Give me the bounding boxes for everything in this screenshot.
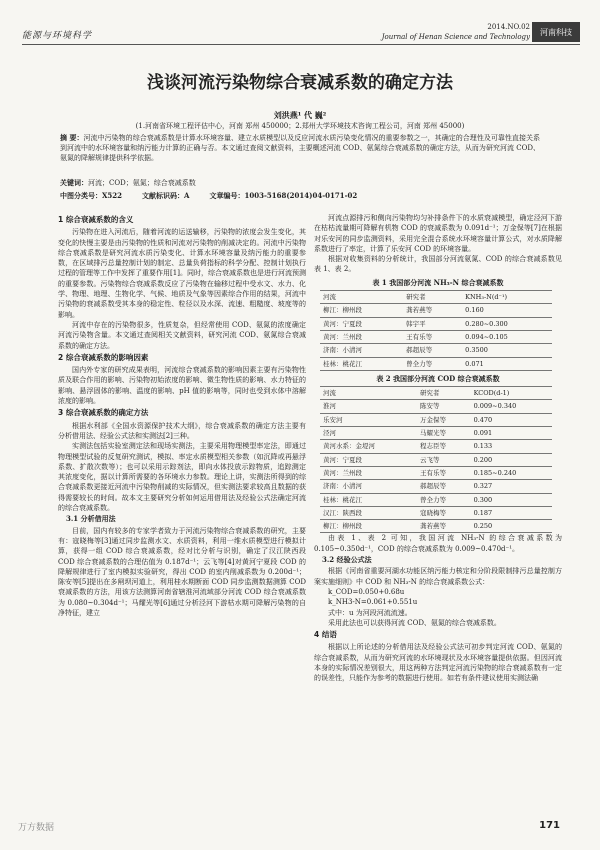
- table-cell: 桂林：桃花江: [320, 493, 417, 506]
- formula-cod: k_COD=0.050+0.68u: [328, 587, 405, 596]
- abstract-text: 河流中污染物的综合衰减系数是计算水环境容量、建立水质模型以及反应河流水质污染变化情况的重要参数之一，其确定的合理性及可靠性直接关系到河流中的水环境容量和纳污能力计算的正确与否。本文通过查阅文献资料，主要概述河流 COD、氨氮综合衰减系数的确定方法，从而为研究河流 COD、氨氮的降解规律提供科学依据。: [60, 134, 540, 162]
- table-cell: 韩宇平: [403, 317, 462, 330]
- abstract: [60, 133, 540, 163]
- table-cell: 黄河：宁夏段: [320, 453, 417, 466]
- table-header: 河流: [320, 291, 403, 304]
- table-cell: 0.071: [462, 357, 552, 370]
- paragraph: 根据《河南省重要河湖水功能区纳污能力核定和分阶段限制排污总量控制方案实施细则》中 COD 和 NH₃-N 的综合衰减系数公式：: [314, 567, 562, 586]
- table-cell: 黄河水系：金堤河: [320, 440, 417, 453]
- left-column: [58, 213, 306, 618]
- table-cell: 柳江：柳州段: [320, 304, 403, 317]
- authors: 刘洪燕¹ 代 巍²: [273, 110, 327, 120]
- watermark-logo: 万方数据: [18, 823, 55, 833]
- table-cell: 曾全力等: [403, 357, 462, 370]
- section-heading: 1 综合衰减系数的含义: [58, 215, 134, 224]
- keywords-text: 河流；COD；氨氮；综合衰减系数: [88, 179, 196, 187]
- paragraph: 河流中存在的污染物很多，性质复杂，但经常使用 COD、氨氮的浓度确定河流污染物含量。本文通过查阅相关文献资料，研究河流 COD、氨氮综合衰减系数的确定方法。: [58, 320, 306, 350]
- table-cell: 柳江：柳州段: [320, 520, 417, 533]
- keywords-label: 关键词：: [60, 178, 88, 187]
- table-row: [320, 344, 552, 357]
- table-header: KNH₃-N(d⁻¹): [462, 291, 552, 304]
- table-row: [320, 330, 552, 343]
- table-cell: 黄河：宁夏段: [320, 317, 403, 330]
- paragraph: 由表 1、表 2 可知，我国河流 NH₃-N 的综合衰减系数为 0.105~0.350d⁻¹，COD 的综合衰减系数为 0.009~0.470d⁻¹。: [314, 534, 562, 553]
- abstract-label: 摘 要：: [60, 134, 84, 142]
- table2-caption: 表 2 我国部分河流 COD 综合衰减系数: [376, 373, 500, 383]
- issue-number: 2014.NO.02: [487, 23, 530, 31]
- table-cell: 龚若燕等: [417, 520, 471, 533]
- clc-number: 中图分类号：X522: [60, 191, 123, 200]
- table-cell: 0.187: [471, 506, 552, 519]
- table-row: [320, 466, 552, 479]
- table-cell: 0.327: [471, 480, 552, 493]
- table-row: [320, 453, 552, 466]
- keywords: [60, 178, 540, 188]
- paragraph: 国内外专家的研究成果表明，河流综合衰减系数的影响因素主要有污染物性质及联合作用的影响、污染物初始浓度的影响、微生物性质的影响、水力特征的影响、悬浮固体的影响、温度的影响、pH 值的影响等，同时也受到水体中溶解浓度的影响。: [58, 366, 306, 406]
- table-cell: 0.094~0.105: [462, 330, 552, 343]
- table-cell: 王有乐等: [417, 466, 471, 479]
- subsection-heading: 3.2 经验公式法: [322, 555, 372, 565]
- table-cell: 万金保等: [417, 413, 471, 426]
- section-heading: 3 综合衰减系数的确定方法: [58, 408, 149, 418]
- formula-note: 式中：u 为河段河流流速。: [328, 608, 412, 617]
- table-cell: 曾全力等: [417, 493, 471, 506]
- paragraph: 根据水利部《全国水资源保护技术大纲》，综合衰减系数的确定方法主要有分析借用法、经验公式法和实测法[2]三种。: [58, 421, 306, 440]
- table2-cod: [320, 386, 552, 533]
- table-cell: 0.280~0.300: [462, 317, 552, 330]
- document-code: 文献标识码：A: [142, 191, 190, 200]
- table-row: [320, 304, 552, 317]
- table-cell: 乐安河: [320, 413, 417, 426]
- table-row: [320, 493, 552, 506]
- table-cell: 0.160: [462, 304, 552, 317]
- table-cell: 寇晓梅等: [417, 506, 471, 519]
- paragraph: 目前，国内有较多的专家学者致力于河流污染物综合衰减系数的研究，主要有：寇晓梅等[3]通过同步监测水文、水质资料，利用一维水质模型进行模拟计算，获得一组 COD 综合衰减系数，经对比分析与识别，确定了汉江陕西段 COD 综合衰减系数的合理估值为 0.187d⁻¹；云飞等[4]对黄河宁夏段 COD 的降解规律进行了室内模拟实验研究，得出 COD 的室内削减系数为 0.200d⁻¹；陈安等[5]提出在多闸坝河道上，利用桂水期断面 COD 同步监测数据测算 COD 衰减系数的方法，用该方法测算河南省辖淮河流域部分河流 COD 综合衰减系数为 0.080~0.304d⁻¹；马耀光等[6]通过分析泾河下游枯水期可降解污染物的自净特征，建立: [58, 526, 306, 617]
- table-cell: 0.300: [471, 493, 552, 506]
- table-row: [320, 400, 552, 413]
- table-row: [320, 480, 552, 493]
- table-cell: 郝超辰等: [417, 480, 471, 493]
- paragraph: 实测法包括实验室测定法和现场实测法，主要采用物理模型率定法，即通过物理模型试验的反复研究测试，模拟、率定水质模型相关参数（如沉降或再悬浮系数、扩散次数等）；也可以采用示踪剂法，即向水体投放示踪物质，追踪测定其浓度变化，据以计算所需要的各环境水力参数。理论上讲，实测法所得到的综合衰减系数更接近河流中污染物削减的实际情况，但实测法要求较高且数据的获得需要较长的时间。故本文主要研究分析如何运用借用法及经验公式法确定河流的综合衰减系数。: [58, 442, 306, 513]
- paragraph: 根据以上所论述的分析借用法及经验公式法可初步判定河流 COD、氨氮的综合衰减系数，从而为研究河流的水环境现状及水环境容量提供依据。但因河流本身的实际情况差别很大，用这两种方法判定河流污染物的综合衰减系数有一定的误差性，只能作为参考的数据进行使用。如若有条件建议使用实测法确: [314, 643, 562, 683]
- table-cell: 0.470: [471, 413, 552, 426]
- table-cell: 桂林：桃花江: [320, 357, 403, 370]
- subsection-heading: 3.1 分析借用法: [66, 514, 116, 524]
- table-header: 研究者: [417, 387, 471, 400]
- table-row: [320, 520, 552, 533]
- affiliation: (1.河南省环境工程评估中心，河南 郑州 450000；2.郑州大学环境技术咨询工程公司，河南 郑州 45000): [135, 122, 465, 130]
- paragraph: 河流点源排污和侧向污染物均匀补排条件下的水质衰减模型，确定泾河下游在枯枯流量期可降解有机物 COD 的衰减系数为 0.091d⁻¹；万金保等[7]在根据对乐安河的同步监测资料，采用完全混合系统水环境容量计算公式，对水质降解系数进行了率定，计算了乐安河 COD 的环境容量。: [314, 214, 562, 253]
- table-row: [320, 357, 552, 370]
- journal-badge: 河南科技: [532, 22, 580, 42]
- table-cell: 0.185~0.240: [471, 466, 552, 479]
- table-row: [320, 427, 552, 440]
- table-cell: 云飞等: [417, 453, 471, 466]
- table-row: [320, 440, 552, 453]
- table-cell: 陈安等: [417, 400, 471, 413]
- article-number: 文章编号：1003-5168(2014)04-0171-02: [209, 191, 358, 200]
- paper-title: 浅谈河流污染物综合衰减系数的确定方法: [147, 73, 453, 93]
- journal-name: Journal of Henan Science and Technology: [381, 33, 530, 41]
- table1-nh3n: [320, 290, 552, 371]
- table-cell: 0.009~0.340: [471, 400, 552, 413]
- table-cell: 淮河: [320, 400, 417, 413]
- table-cell: 0.091: [471, 427, 552, 440]
- table-cell: 黄河：兰州段: [320, 330, 403, 343]
- table-cell: 黄河：兰州段: [320, 466, 417, 479]
- table-header: 河流: [320, 387, 417, 400]
- paragraph: 污染物在进入河流后，随着河流的运送输移，污染物的浓度会发生变化，其变化的快慢主要是由污染物的性质和河流对污染物的削减决定的。河流中污染物综合衰减系数是研究河流水质污染变化、计算水环境容量及纳污能力的重要参数，在区域排污总量控制计划的制定、总量负荷指标的科学分配、控制计划执行过程的管理等工作中发挥了重要作用[1]。同时，综合衰减系数也是进行河流预测的重要参数。污染物综合衰减系数反应了污染物在输移过程中受水文、水力、化学、物理、地理、生物化学、气候、地质及气象等因素综合作用的结果，河流中污染物的衰减系数受其本身的稳定性、粒径以及水深、流速、粗糙度、坡度等的影响。: [58, 228, 306, 319]
- table-header: KCOD(d-1): [471, 387, 552, 400]
- table-cell: 0.250: [471, 520, 552, 533]
- header-divider: [22, 44, 580, 45]
- table-row: [320, 506, 552, 519]
- table-row: [320, 413, 552, 426]
- table-cell: 龚若燕等: [403, 304, 462, 317]
- paragraph: 根据对收集资料的分析统计，我国部分河流氨氮、COD 的综合衰减系数见表 1、表 2。: [314, 255, 562, 274]
- table-cell: 程志臣等: [417, 440, 471, 453]
- journal-info: [382, 22, 530, 42]
- table-cell: 马耀光等: [417, 427, 471, 440]
- table-header: 研究者: [403, 291, 462, 304]
- section-label: 能源与环境科学: [22, 31, 93, 41]
- table-cell: 泾河: [320, 427, 417, 440]
- table-cell: 0.200: [471, 453, 552, 466]
- table-cell: 0.3500: [462, 344, 552, 357]
- paragraph: 采用此法也可以获得河流 COD、氨氮的综合衰减系数。: [328, 618, 501, 627]
- table-cell: 汉江：陕西段: [320, 506, 417, 519]
- table-cell: 济南：小清河: [320, 344, 403, 357]
- section-heading: 4 结语: [314, 630, 337, 640]
- section-heading: 2 综合衰减系数的影响因素: [58, 352, 149, 362]
- classification-line: [60, 191, 540, 201]
- table-cell: 济南：小清河: [320, 480, 417, 493]
- right-column: [314, 213, 562, 684]
- table-cell: 0.133: [471, 440, 552, 453]
- formula-nh3n: k_NH3-N=0.061+0.551u: [328, 598, 418, 607]
- page-number: 171: [539, 820, 560, 831]
- table1-caption: 表 1 我国部分河流 NH₃-N 综合衰减系数: [372, 277, 504, 287]
- table-row: [320, 317, 552, 330]
- table-cell: 王有乐等: [403, 330, 462, 343]
- table-cell: 郝超辰等: [403, 344, 462, 357]
